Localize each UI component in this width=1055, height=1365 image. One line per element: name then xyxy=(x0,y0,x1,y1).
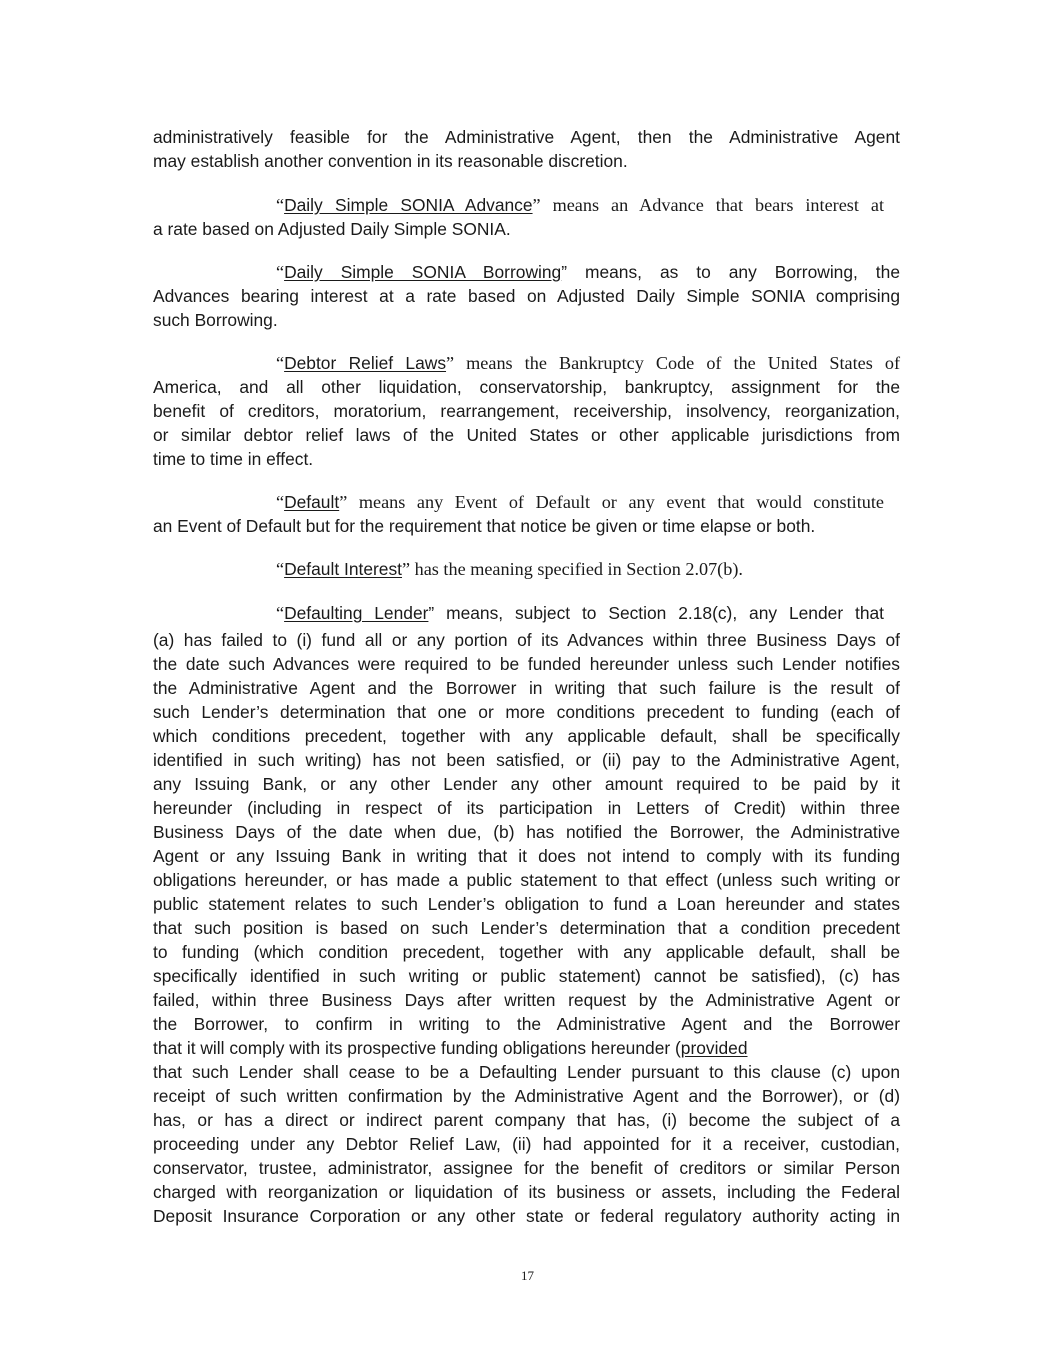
text-line: identified in such writing) has not been satisfied, or (ii) pay to the Administrative Agent, xyxy=(153,750,900,770)
text-line: obligations hereunder, or has made a public statement to that effect (unless such writing or xyxy=(153,870,900,890)
text-line: charged with reorganization or liquidation of its business or assets, including the Federal xyxy=(153,1182,900,1202)
defined-term: Daily Simple SONIA Borrowing xyxy=(284,262,562,282)
text-line: failed, within three Business Days after written request by the Administrative Agent or xyxy=(153,990,900,1010)
text-line: to funding (which condition precedent, together with any applicable default, shall be xyxy=(153,942,900,962)
text-line: the date such Advances were required to be funded hereunder unless such Lender notifies xyxy=(153,654,900,674)
text-line: such Borrowing. xyxy=(153,310,278,330)
text-line: has, or has a direct or indirect parent company that has, (i) become the subject of a xyxy=(153,1110,900,1130)
text-line: that such position is based on such Lender’s determination that a condition precedent xyxy=(153,918,900,938)
defined-term: Defaulting Lender xyxy=(284,603,429,623)
text-line: administratively feasible for the Administrative Agent, then the Administrative Agent xyxy=(153,127,900,147)
text-line: which conditions precedent, together with any applicable default, shall be specifically xyxy=(153,726,900,746)
page-number: 17 xyxy=(521,1268,534,1283)
definition-first-line: “Default” means any Event of Default or any event that would constitute xyxy=(276,492,884,512)
text-line: conservator, trustee, administrator, assignee for the benefit of creditors or similar Person xyxy=(153,1158,900,1178)
text-line: (a) has failed to (i) fund all or any portion of its Advances within three Business Days of xyxy=(153,630,900,650)
text-line: may establish another convention in its reasonable discretion. xyxy=(153,151,628,171)
text-line: such Lender’s determination that one or more conditions precedent to funding (each of xyxy=(153,702,900,722)
text-line: proceeding under any Debtor Relief Law, (ii) had appointed for it a receiver, custodian, xyxy=(153,1134,900,1154)
definition-first-line: “Daily Simple SONIA Advance” means an Advance that bears interest at xyxy=(276,195,884,215)
defined-term: Default xyxy=(284,492,340,512)
defined-term: Daily Simple SONIA Advance xyxy=(284,195,533,215)
text-line: time to time in effect. xyxy=(153,449,314,469)
definition-first-line: “Default Interest” has the meaning specified in Section 2.07(b). xyxy=(276,559,743,579)
text-line: an Event of Default but for the requirement that notice be given or time elapse or both. xyxy=(153,516,816,536)
text-line: benefit of creditors, moratorium, rearrangement, receivership, insolvency, reorganization, xyxy=(153,401,900,421)
text-line: that such Lender shall cease to be a Defaulting Lender pursuant to this clause (c) upon xyxy=(153,1062,900,1082)
provided-term: provided xyxy=(680,1038,748,1058)
text-line: a rate based on Adjusted Daily Simple SONIA. xyxy=(153,219,511,239)
text-line: or similar debtor relief laws of the United States or other applicable jurisdictions from xyxy=(153,425,900,445)
text-line: Deposit Insurance Corporation or any other state or federal regulatory authority acting in xyxy=(153,1206,900,1226)
text-line: specifically identified in such writing or public statement) cannot be satisfied), (c) has xyxy=(153,966,900,986)
text-line: that it will comply with its prospective funding obligations hereunder (provided xyxy=(153,1038,748,1058)
defined-term: Debtor Relief Laws xyxy=(284,353,447,373)
text-line: public statement relates to such Lender’s obligation to fund a Loan hereunder and states xyxy=(153,894,900,914)
text-line: the Borrower, to confirm in writing to the Administrative Agent and the Borrower xyxy=(153,1014,900,1034)
definition-first-line: “Daily Simple SONIA Borrowing” means, as to any Borrowing, the xyxy=(276,262,900,282)
definition-first-line: “Debtor Relief Laws” means the Bankruptcy Code of the United States of xyxy=(276,353,901,373)
text-line: hereunder (including in respect of its participation in Letters of Credit) within three xyxy=(153,798,900,818)
text-line: America, and all other liquidation, conservatorship, bankruptcy, assignment for the xyxy=(153,377,900,397)
defined-term: Default Interest xyxy=(284,559,403,579)
text-line: receipt of such written confirmation by the Administrative Agent and the Borrower), or (d) xyxy=(153,1086,900,1106)
text-line: Business Days of the date when due, (b) has notified the Borrower, the Administrative xyxy=(153,822,900,842)
definition-first-line: “Defaulting Lender” means, subject to Section 2.18(c), any Lender that xyxy=(276,603,884,623)
text-line: Agent or any Issuing Bank in writing that it does not intend to comply with its funding xyxy=(153,846,900,866)
text-line: Advances bearing interest at a rate based on Adjusted Daily Simple SONIA comprising xyxy=(153,286,900,306)
text-line: any Issuing Bank, or any other Lender any other amount required to be paid by it xyxy=(153,774,900,794)
text-line: the Administrative Agent and the Borrower in writing that such failure is the result of xyxy=(153,678,900,698)
